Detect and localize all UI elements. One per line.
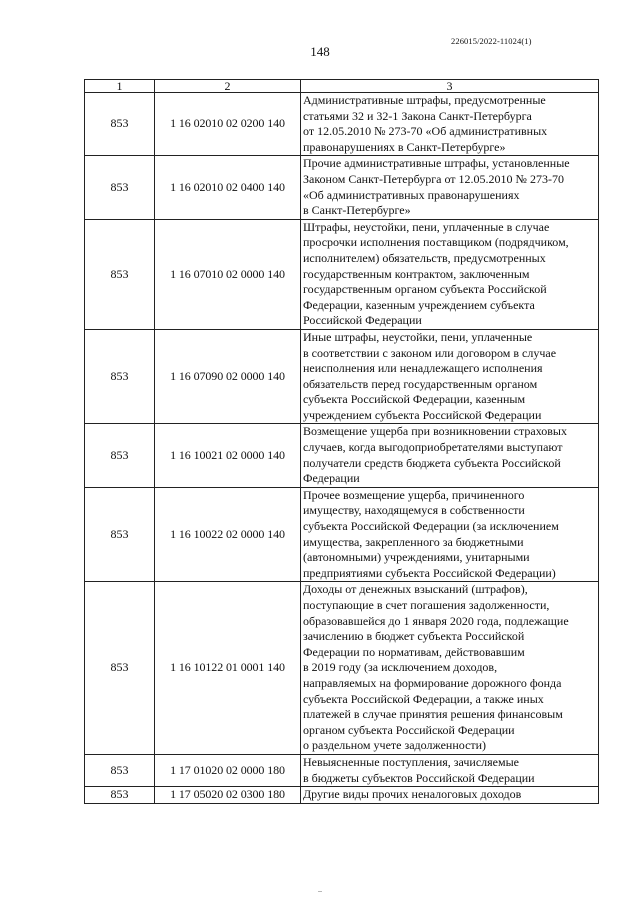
page-number: 148: [310, 44, 330, 59]
description-line: зачислению в бюджет субъекта Российской: [303, 629, 525, 644]
description-cell: [301, 424, 599, 487]
description-line: направляемых на формирование дорожного фонда: [303, 675, 562, 690]
description-line: образовавшейся до 1 января 2020 года, подлежащие: [303, 613, 569, 628]
description-cell: [301, 754, 599, 786]
table-row: [85, 156, 599, 219]
description-line: поступающие в счет погашения задолженности,: [303, 598, 550, 612]
table-row: [85, 329, 599, 424]
admin-code-cell: 853: [85, 787, 155, 804]
table-row: [85, 487, 599, 582]
description-line: субъекта Российской Федерации, казенным: [303, 392, 526, 407]
description-line: Доходы от денежных взысканий (штрафов),: [303, 582, 528, 597]
table-header-row: [85, 80, 599, 93]
admin-code-cell: 853: [85, 754, 155, 786]
description-line: исполнителем) обязательств, предусмотренных: [303, 250, 546, 265]
scan-mark: ..: [318, 885, 322, 894]
column-header: 1: [85, 80, 155, 93]
description-cell: [301, 156, 599, 219]
description-line: субъекта Российской Федерации (за исключением: [303, 519, 559, 534]
revenue-code-cell: 1 17 05020 02 0300 180: [155, 787, 301, 804]
description-line: получатели средств бюджета субъекта Российской: [303, 455, 561, 470]
description-line: случаев, когда выгодоприобретателями выступают: [303, 440, 563, 455]
description-line: государственным контрактом, заключенным: [303, 266, 530, 281]
description-line: от 12.05.2010 № 273-70 «Об административных: [303, 124, 548, 139]
description-line: органом субъекта Российской Федерации: [303, 722, 515, 737]
admin-code-cell: 853: [85, 582, 155, 755]
admin-code-cell: 853: [85, 93, 155, 156]
column-header: 2: [155, 80, 301, 93]
description-line: о раздельном учете задолженности): [303, 738, 487, 753]
description-line: неисполнения или ненадлежащего исполнения: [303, 361, 543, 376]
revenue-code-cell: 1 16 02010 02 0400 140: [155, 156, 301, 219]
revenue-code-cell: 1 16 10021 02 0000 140: [155, 424, 301, 487]
description-line: «Об административных правонарушениях: [303, 187, 520, 202]
description-line: Федерации, казенным учреждением субъекта: [303, 297, 535, 312]
table-row: [85, 424, 599, 487]
description-line: в соответствии с законом или договором в случае: [303, 345, 557, 360]
description-line: в 2019 году (за исключением доходов,: [303, 660, 498, 675]
description-line: Законом Санкт-Петербурга от 12.05.2010 № 273-70: [303, 171, 564, 186]
table-row: [85, 787, 599, 804]
table-row: [85, 93, 599, 156]
column-header: 3: [301, 80, 599, 93]
revenue-code-cell: 1 17 01020 02 0000 180: [155, 754, 301, 786]
description-cell: [301, 329, 599, 424]
table-row: [85, 219, 599, 329]
description-cell: [301, 582, 599, 755]
description-line: имущества, закрепленного за бюджетными: [303, 534, 524, 549]
description-line: платежей в случае принятия решения финансовым: [303, 707, 563, 722]
description-line: правонарушениях в Санкт-Петербурге»: [303, 139, 506, 154]
revenue-code-cell: 1 16 07090 02 0000 140: [155, 329, 301, 424]
description-cell: [301, 487, 599, 582]
description-line: учреждением субъекта Российской Федерации: [303, 407, 542, 422]
description-line: Федерации: [303, 471, 360, 486]
revenue-code-cell: 1 16 07010 02 0000 140: [155, 219, 301, 329]
description-line: Иные штрафы, неустойки, пени, уплаченные: [303, 329, 533, 344]
revenue-code-cell: 1 16 10122 01 0001 140: [155, 582, 301, 755]
revenue-code-cell: 1 16 10022 02 0000 140: [155, 487, 301, 582]
description-line: государственным органом субъекта Российской: [303, 282, 547, 297]
description-line: Российской Федерации: [303, 313, 422, 328]
admin-code-cell: 853: [85, 424, 155, 487]
description-line: в Санкт-Петербурге»: [303, 203, 411, 218]
description-line: субъекта Российской Федерации, а также иных: [303, 691, 544, 706]
description-line: Прочее возмещение ущерба, причиненного: [303, 487, 525, 502]
description-line: статьями 32 и 32-1 Закона Санкт-Петербурга: [303, 108, 532, 123]
description-cell: [301, 93, 599, 156]
description-line: просрочки исполнения поставщиком (подрядчиком,: [303, 235, 569, 250]
description-line: Прочие административные штрафы, установленные: [303, 156, 570, 171]
revenue-codes-table: [84, 79, 599, 804]
description-line: Федерации по нормативам, действовавшим: [303, 644, 525, 659]
admin-code-cell: 853: [85, 219, 155, 329]
admin-code-cell: 853: [85, 156, 155, 219]
admin-code-cell: 853: [85, 329, 155, 424]
admin-code-cell: 853: [85, 487, 155, 582]
table-row: [85, 754, 599, 786]
revenue-code-cell: 1 16 02010 02 0200 140: [155, 93, 301, 156]
document-id: 226015/2022-11024(1): [451, 36, 532, 46]
description-line: Возмещение ущерба при возникновении страховых: [303, 424, 567, 439]
description-line: (автономными) учреждениями, унитарными: [303, 550, 530, 565]
description-line: Штрафы, неустойки, пени, уплаченные в случае: [303, 219, 550, 234]
description-cell: [301, 219, 599, 329]
table-row: [85, 582, 599, 755]
description-line: предприятиями субъекта Российской Федерации): [303, 565, 556, 580]
description-line: в бюджеты субъектов Российской Федерации: [303, 770, 535, 785]
description-line: Невыясненные поступления, зачисляемые: [303, 754, 519, 769]
description-line: имуществу, находящемуся в собственности: [303, 503, 525, 518]
description-line: Административные штрафы, предусмотренные: [303, 93, 546, 107]
description-line: обязательств перед государственным органом: [303, 376, 538, 391]
description-cell: [301, 787, 599, 804]
description-line: Другие виды прочих неналоговых доходов: [303, 787, 522, 802]
